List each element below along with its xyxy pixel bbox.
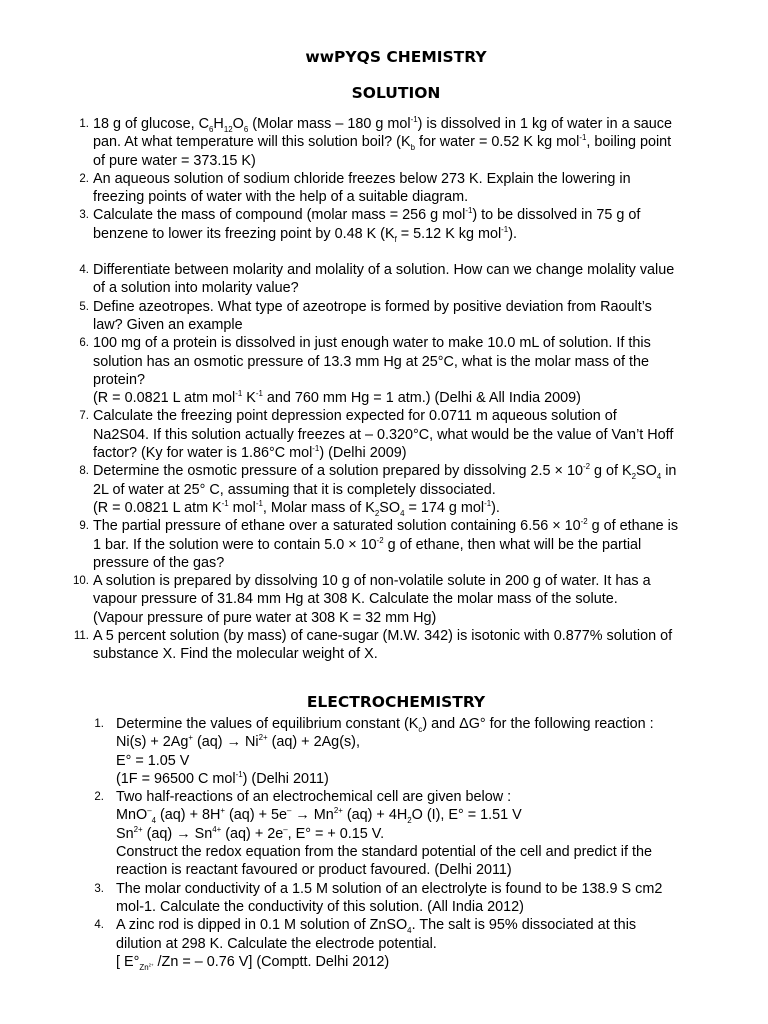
- question-line: vapour pressure of 31.84 mm Hg at 308 K. Calculate the molar mass of the solute.: [93, 591, 618, 608]
- question-line: $Sn^{2+}$ $(aq) \to Sn^{4+}$ (aq) + 2e–, E° = + 0.15 V.: [116, 824, 385, 842]
- question-line: The partial pressure of ethane over a saturated solution containing $6.56 \times 10^{-2}$ g of ethane is: [93, 517, 679, 535]
- question-item: [94, 880, 716, 917]
- question-item: [79, 170, 733, 207]
- question-line: 100 mg of a protein is dissolved in just enough water to make 10.0 mL of solution. If this: [93, 335, 651, 352]
- solution-question-list: [73, 115, 733, 664]
- question-line: [ $E^\circ_{Zn^{2+}}$ /Zn = – 0.76 V] (Comptt. Delhi 2012): [116, 953, 390, 972]
- question-line: Calculate the mass of compound (molar mass = 256 g mol$^{-1}$) to be dissolved in 75 g of: [93, 206, 641, 224]
- question-line: (Vapour pressure of pure water at 308 K = 32 mm Hg): [93, 609, 437, 626]
- question-number: 1.: [79, 118, 89, 130]
- question-line: factor? (Ky for water is 1.86°C mol$^{-1}$) (Delhi 2009): [93, 444, 407, 462]
- question-line: An aqueous solution of sodium chloride freezes below 273 K. Explain the lowering in: [93, 170, 631, 187]
- question-number: 5.: [79, 300, 89, 313]
- question-line: Differentiate between molarity and molality of a solution. How can we change molality value: [93, 262, 675, 279]
- question-number: 7.: [79, 410, 89, 423]
- question-line: (R = 0.0821 L atm mol$^{-1}$ $K^{-1}$ and 760 mm Hg = 1 atm.) (Delhi & All India 2009): [93, 389, 581, 407]
- document-title: wwPYQS CHEMISTRY: [305, 48, 487, 66]
- question-number: 4.: [79, 264, 89, 277]
- question-number: 8.: [79, 465, 89, 478]
- question-number: 10.: [73, 575, 89, 588]
- question-line: The molar conductivity of a 1.5 M solution of an electrolyte is found to be 138.9 S cm2: [116, 880, 663, 897]
- question-line: (1F = 96500 C mol$^{-1}$) (Delhi 2011): [116, 770, 329, 787]
- question-line: of pure water = 373.15 K): [93, 152, 256, 169]
- question-line: mol-1. Calculate the conductivity of this solution. (All India 2012): [116, 898, 524, 915]
- question-line: of a solution into molarity value?: [93, 280, 299, 297]
- question-number: 4.: [94, 919, 104, 932]
- question-line: benzene to lower its freezing point by 0.48 K ($K_f = 5.12$ K kg mol$^{-1}$).: [93, 224, 517, 244]
- question-line: (R = 0.0821 L atm $K^{-1}$ mol$^{-1}$, Molar mass of $K_2SO_4 = 174$ g mol$^{-1}$).: [93, 499, 500, 518]
- question-line: Two half-reactions of an electrochemical cell are given below :: [116, 789, 512, 806]
- question-line: pressure of the gas?: [93, 554, 225, 571]
- question-item: [94, 916, 716, 972]
- question-item: [79, 261, 733, 298]
- question-line: pan. At what temperature will this solution boil? ($K_b$ for water = 0.52 K kg mol$^{-1}$, boiling point: [93, 133, 672, 153]
- question-line: 2L of water at 25° C, assuming that it is completely dissociated.: [93, 481, 496, 498]
- question-line: Determine the osmotic pressure of a solution prepared by dissolving $2.5 \times 10^{-2}$ g of $K_2SO_4$ in: [93, 462, 677, 482]
- question-number: 11.: [73, 630, 89, 643]
- question-item: [79, 517, 733, 572]
- question-item: [79, 462, 733, 518]
- question-line: Determine the values of equilibrium constant $(K_c)$ and ΔG° for the following reaction :: [116, 716, 654, 734]
- question-line: 1 bar. If the solution were to contain $5.0 \times 10^{-2}$ g of ethane, then what will be the partial: [93, 535, 642, 553]
- question-number: 2.: [94, 791, 104, 804]
- question-number: 1.: [94, 718, 104, 730]
- question-item: [73, 627, 733, 664]
- question-line: Calculate the freezing point depression expected for 0.0711 m aqueous solution of: [93, 408, 617, 425]
- question-line: substance X. Find the molecular weight of X.: [93, 646, 378, 663]
- question-line: Na2S04. If this solution actually freezes at – 0.320°C, what would be the value of Van’t Hoff: [93, 426, 674, 443]
- question-number: 3.: [94, 882, 104, 895]
- question-item: [79, 407, 733, 462]
- question-line: law? Given an example: [93, 316, 243, 333]
- section-heading-electrochemistry: ELECTROCHEMISTRY: [306, 693, 486, 711]
- question-number: 2.: [79, 172, 89, 185]
- question-line: MnO–$_4$ (aq) + 8H+ $(aq) + 5e^- \to Mn^{2+}$ $(aq) + 4H_2O$ (I), E° = 1.51 V: [116, 806, 522, 826]
- question-item: [94, 788, 716, 879]
- question-number: 6.: [79, 337, 89, 350]
- question-line: 18 g of glucose, $C_6H_{12}O_6$ (Molar mass – 180 g mol$^{-1}$) is dissolved in 1 kg of water in a sauce: [93, 115, 672, 134]
- question-item: [94, 715, 716, 788]
- question-line: freezing points of water with the help of a suitable diagram.: [93, 189, 469, 206]
- question-line: dilution at 298 K. Calculate the electrode potential.: [116, 935, 437, 952]
- question-line: solution has an osmotic pressure of 13.3 mm Hg at 25°C, what is the molar mass of the: [93, 353, 650, 370]
- question-line: protein?: [93, 371, 146, 388]
- question-item: [79, 298, 733, 335]
- electrochemistry-question-list: [94, 715, 716, 972]
- question-item: [73, 572, 733, 627]
- question-line: Ni(s) + 2Ag+ $(aq) \to Ni^{2+}$ (aq) + 2Ag(s),: [116, 733, 360, 751]
- question-item: [79, 206, 733, 261]
- section-heading-solution: SOLUTION: [351, 84, 441, 102]
- question-line: A solution is prepared by dissolving 10 g of non-volatile solute in 200 g of water. It has a: [93, 573, 651, 590]
- question-line: reaction is reactant favoured or product favoured. (Delhi 2011): [116, 862, 512, 879]
- question-number: 9.: [79, 520, 89, 533]
- question-item: [79, 115, 733, 170]
- question-number: 3.: [79, 209, 89, 222]
- question-line: A 5 percent solution (by mass) of cane-sugar (M.W. 342) is isotonic with 0.877% solution of: [93, 628, 673, 645]
- question-line: Define azeotropes. What type of azeotrope is formed by positive deviation from Raoult’s: [93, 298, 652, 315]
- question-line: E° = 1.05 V: [116, 752, 190, 769]
- question-line: A zinc rod is dipped in 0.1 M solution of ZnSO$_4$. The salt is 95% dissociated at this: [116, 917, 637, 936]
- question-item: [79, 334, 733, 407]
- question-line: [93, 243, 733, 261]
- question-line: Construct the redox equation from the standard potential of the cell and predict if the: [116, 844, 652, 861]
